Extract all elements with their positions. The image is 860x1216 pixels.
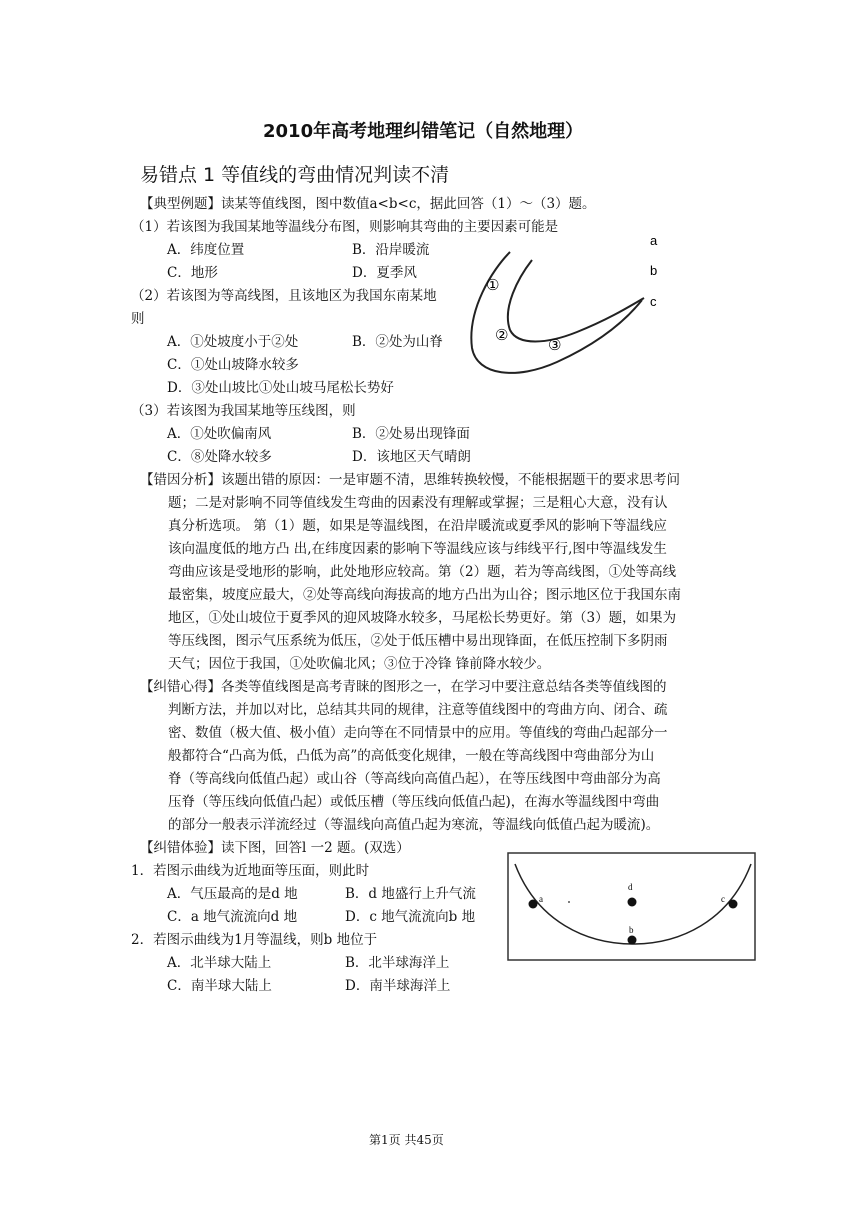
- point-c: [729, 900, 738, 909]
- practice-q1-option-a: A．气压最高的是d 地: [167, 886, 298, 902]
- label-b: b: [629, 925, 634, 935]
- practice-q1-stem: 1．若图示曲线为近地面等压面，则此时: [131, 863, 370, 879]
- practice-intro: 【纠错体验】读下图，回答l 一2 题。(双选）: [140, 840, 410, 856]
- insight-line: 般都符合“凸高为低，凸低为高”的高低变化规律，一般在等高线图中弯曲部分为山: [168, 748, 655, 764]
- q3-option-c: C．⑧处降水较多: [167, 449, 272, 465]
- q1-option-d: D．夏季风: [352, 265, 417, 281]
- analysis-line: 天气；因位于我国，①处吹偏北风；③位于冷锋 锋前降水较少。: [168, 656, 551, 672]
- q1-option-c: C．地形: [167, 265, 218, 281]
- insight-line: 的部分一般表示洋流经过（等温线向高值凸起为寒流，等温线向低值凸起为暖流)。: [168, 817, 660, 833]
- practice-q1-option-d: D．c 地气流流向b 地: [345, 909, 476, 925]
- analysis-line: 等压线图，图示气压系统为低压，②处于低压槽中易出现锋面，在低压控制下多阴雨: [168, 633, 668, 649]
- q1-option-b: B．沿岸暖流: [352, 242, 430, 258]
- insight-line: 密、数值（极大值、极小值）走向等在不同情景中的应用。等值线的弯曲凸起部分一: [168, 725, 668, 741]
- small-dot: [568, 901, 570, 903]
- insight-line: 【纠错心得】各类等值线图是高考青睐的图形之一，在学习中要注意总结各类等值线图的: [140, 679, 667, 695]
- label-c: c: [650, 294, 657, 309]
- q2-option-b: B．②处为山脊: [352, 334, 443, 350]
- q2-option-c: C．①处山坡降水较多: [167, 357, 299, 373]
- q3-option-a: A．①处吹偏南风: [167, 426, 272, 442]
- practice-q1-option-c: C．a 地气流流向d 地: [167, 909, 298, 925]
- label-b: b: [650, 263, 658, 278]
- analysis-line: 地区，①处山坡位于夏季风的迎风坡降水较多，马尾松长势更好。第（3）题，如果为: [168, 610, 677, 626]
- label-a: a: [650, 233, 658, 248]
- insight-line: 压脊（等压线向低值凸起）或低压槽（等压线向低值凸起)，在海水等温线图中弯曲: [168, 794, 660, 810]
- practice-q2-option-b: B．北半球海洋上: [345, 955, 450, 971]
- analysis-line: 真分析选项。 第（1）题，如果是等温线图，在沿岸暖流或夏季风的影响下等温线应: [168, 518, 667, 534]
- q2-option-a: A．①处坡度小于②处: [167, 334, 299, 350]
- page-footer: 第1页 共45页: [369, 1133, 444, 1147]
- q2-stem-cont: 则: [131, 311, 145, 327]
- marker-1: ①: [486, 276, 500, 294]
- marker-2: ②: [495, 326, 509, 344]
- point-a: [529, 900, 538, 909]
- q3-option-d: D．该地区天气晴朗: [352, 449, 471, 465]
- q2-option-d: D．③处山坡比①处山坡马尾松长势好: [167, 380, 394, 396]
- practice-q1-option-b: B．d 地盛行上升气流: [345, 886, 476, 902]
- label-a: a: [539, 894, 543, 904]
- label-d: d: [628, 882, 633, 892]
- contour-line-c: [491, 256, 647, 355]
- analysis-line: 题；二是对影响不同等值线发生弯曲的因素没有理解或掌握；三是粗心大意，没有认: [168, 495, 668, 511]
- page-title: 2010年高考地理纠错笔记（自然地理）: [263, 121, 584, 142]
- q1-stem: （1）若该图为我国某地等温线分布图，则影响其弯曲的主要因素可能是: [131, 219, 559, 235]
- analysis-line: 弯曲应该是受地形的影响，此处地形应较高。第（2）题，若为等高线图，①处等高线: [168, 564, 677, 580]
- pressure-surface-figure: [507, 852, 757, 962]
- label-c: c: [721, 894, 725, 904]
- q3-stem: （3）若该图为我国某地等压线图，则: [131, 403, 356, 419]
- analysis-line: 【错因分析】该题出错的原因：一是审题不清，思维转换较慢，不能根据题干的要求思考问: [140, 472, 680, 488]
- analysis-line: 该向温度低的地方凸 出,在纬度因素的影响下等温线应该与纬线平行,图中等温线发生: [168, 541, 667, 557]
- example-intro: 【典型例题】读某等值线图，图中数值a<b<c，据此回答（1）～（3）题。: [140, 196, 596, 212]
- q3-option-b: B．②处易出现锋面: [352, 426, 470, 442]
- marker-3: ③: [548, 336, 562, 354]
- practice-q2-option-a: A．北半球大陆上: [167, 955, 272, 971]
- insight-line: 判断方法，并加以对比，总结其共同的规律，注意等值线图中的弯曲方向、闭合、疏: [168, 702, 668, 718]
- point-d: [628, 898, 637, 907]
- insight-line: 脊（等高线向低值凸起）或山谷（等高线向高值凸起），在等压线图中弯曲部分为高: [168, 771, 661, 787]
- q1-option-a: A．纬度位置: [167, 242, 245, 258]
- practice-q2-option-c: C．南半球大陆上: [167, 978, 272, 994]
- section-heading: 易错点 1 等值线的弯曲情况判读不清: [140, 164, 450, 186]
- practice-q2-stem: 2．若图示曲线为1月等温线，则b 地位于: [131, 932, 378, 948]
- analysis-line: 最密集，坡度应最大，②处等高线向海拔高的地方凸出为山谷；图示地区位于我国东南: [168, 587, 681, 603]
- contour-figure: [462, 230, 667, 390]
- practice-q2-option-d: D．南半球海洋上: [345, 978, 451, 994]
- q2-stem: （2）若该图为等高线图，且该地区为我国东南某地: [131, 288, 437, 304]
- point-b: [628, 936, 637, 945]
- contour-line-b: [508, 260, 644, 342]
